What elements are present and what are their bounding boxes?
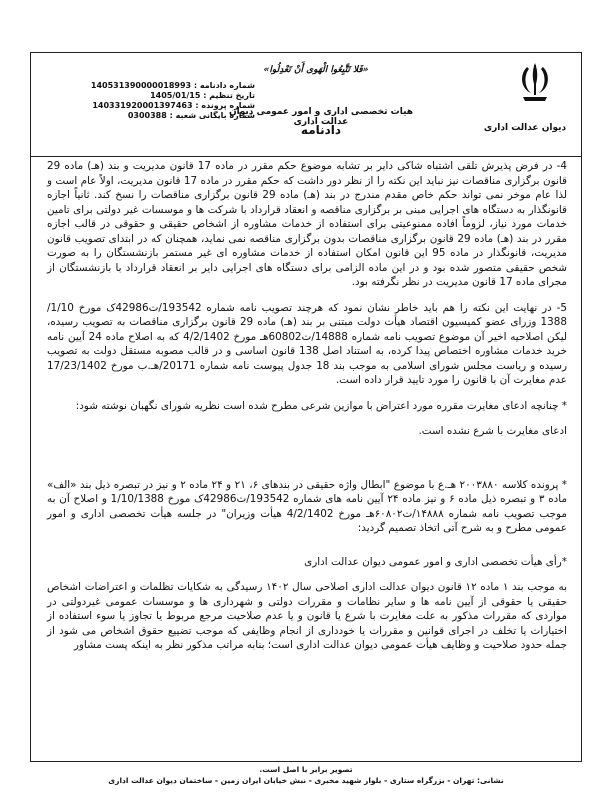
sharia-note: * چنانچه ادعای مغایرت مقرره مورد اعتراض با موازین شرعی مطرح شده است نظریه شورای نگهبان نوشته شود: <box>75 399 567 412</box>
meta-value: 0300388 <box>127 111 167 120</box>
meta-value: 140531390000018993 <box>90 81 192 90</box>
header-verse: «فَلا تَتَّبِعُوا الْهَوى أَنْ تَعْدِلُوا» <box>263 65 369 75</box>
document-header <box>31 53 581 157</box>
meta-label: شماره دادنامه : <box>193 81 255 90</box>
document-frame <box>30 52 582 762</box>
board-name: هیات تخصصی اداری و امور عمومی دیوان عدالت اداری <box>228 107 414 127</box>
copy-note: تصویر برابر با اصل است. <box>259 765 353 774</box>
ruling-paragraph: به موجب بند ۱ ماده ۱۲ قانون دیوان عدالت اداری اصلاحی سال ۱۴۰۲ رسیدگی به شکایات تظلمات و اعتراضات اشخاص حقیقی یا حقوقی از آیین نامه ها و سایر نظامات و مقررات دولتی و شهرداری ها و موسسات عمومی غیردولتی در مواردی که مقررات مذکور به علت مغایرت با شرع یا قانون و یا عدم صلاحیت مرجع مربوط یا تجاوز یا سوء استفاده از اختیارات یا تخلف در اجرای قوانین و مقررات یا خودداری از انجام وظایفی که موجب تضییع حقوق اشخاص می شود از جمله حدود صلاحیت و وظایف هیأت عمومی دیوان عدالت اداری است؛ بنابه مراتب مذکور نظر به اینکه پست مشاور <box>47 581 567 651</box>
document-body <box>47 159 567 658</box>
paragraph-point-4: 4- در فرض پذیرش تلقی اشتباه شاکی دایر بر تشابه موضوع حکم مقرر در ماده 17 قانون مدیریت و بند (هـ) ماده 29 قانون برگزاری مناقصات نیز نباید این نکته را از نظر دور داشت که حکم مقرر در ماده 17 قانون مدیریت، اولاً عام است و لذا عام موخر نمی تواند حکم خاص مقدم مندرج در بند (هـ) ماده 29 قانون برگزاری مناقصات را نسخ کند. ثانیاً اجازه قانونگذار به دستگاه های اجرایی مبنی بر برگزاری مناقصه و انعقاد قرارداد با شرکت ها و موسسات غیر دولتی برای تامین خدمات مورد نیاز، لزوماً افاده ممنوعیتی برای استفاده از خدمات مشاوره از اشخاص حقیقی و حقوقی در قالب اجازه مقرر در بند (هـ) ماده 29 قانون برگزاری مناقصات بدون برگزاری مناقصه نمی نماید، همچنان که در ابتدای تصویب قانون مدیریت، قانونگذار در ماده 95 این قانون امکان استفاده از خدمات مشاوره ای غیر مستمر بازنشستگان را به صورت شخص حقیقی متصور شده بود و در این ماده الزامی برای دستگاه های اجرایی دایر بر انعقاد قرارداد با بازنشستگان از مجرای ماده 17 قانون مدیریت در نظر نگرفته بود. <box>47 160 568 288</box>
meta-label: تاریخ تنظیم : <box>203 91 255 100</box>
meta-label: شماره بایگانی شعبه : <box>169 111 255 120</box>
meta-row-verdict-number <box>90 81 255 91</box>
ruling-title: *رأی هیأت تخصصی اداری و امور عمومی دیوان عدالت اداری <box>304 555 567 568</box>
meta-value: 1405/01/15 <box>150 91 201 100</box>
document-title: دادنامه <box>300 123 342 137</box>
case-paragraph: * پرونده کلاسه ۲۰۰۳۸۸۰ هـ.ع با موضوع "ابطال واژه حقیقی در بندهای ۶، ۲۱ و ۲۴ ماده ۲ و نیز در تبصره ذیل بند «الف» ماده ۳ و تبصره ذیل ماده ۶ و نیز ماده ۲۴ آیین نامه های شماره 193542/ت42986ک مورخ 1/10/1388 و اصلاح آن به موجب تصویب نامه شماره ۱۴۸۸۸/ت۶۰۸۰۲هـ مورخ 4/2/1402 هیأت وزیران" در جلسه هیأت تخصصی اداری و امور عمومی مطرح و به شرح آتی اتخاذ تصمیم گردید: <box>47 478 568 534</box>
iran-emblem-icon <box>515 61 555 105</box>
court-name: دیوان عدالت اداری <box>483 123 567 133</box>
footer-address: نشانی: تهران - بزرگراه ستاری - بلوار شهید مخبری - نبش خیابان ایران زمین - ساختمان دیوان عدالت اداری <box>108 776 504 785</box>
meta-row-issue-date <box>105 91 255 101</box>
sharia-note-answer: ادعای مغایرت با شرع نشده است. <box>418 425 567 437</box>
document-footer <box>30 764 582 786</box>
meta-label: شماره پرونده : <box>195 101 255 110</box>
meta-value: 140331920001397463 <box>92 101 193 110</box>
paragraph-point-5: 5- در نهایت این نکته را هم باید خاطر نشان نمود که هرچند تصویب نامه شماره 193542/ت42986ک مورخ 1/10/ 1388 وزرای عضو کمیسیون اقتصاد هیأت دولت مبتنی بر بند (هـ) ماده 29 قانون برگزاری مناقصات به تصویب رسیده، لیکن اصلاحیه اخیر آن موضوع تصویب نامه شماره 14888/ت60802هـ مورخ 4/2/1402 که به اصلاح ماده 24 آیین نامه خرید خدمات مشاوره اختصاص پیدا کرده، به استناد اصل 138 قانون اساسی و در قالب مصوبه مستقل دولت به تصویب رسیده و ریاست مجلس شورای اسلامی به موجب بند 18 جدول پیوست نامه شماره 20171/هـ.ب مورخ 17/23/1402 عدم مغایرت آن با قانون را مورد تایید قرار داده است. <box>47 301 567 386</box>
